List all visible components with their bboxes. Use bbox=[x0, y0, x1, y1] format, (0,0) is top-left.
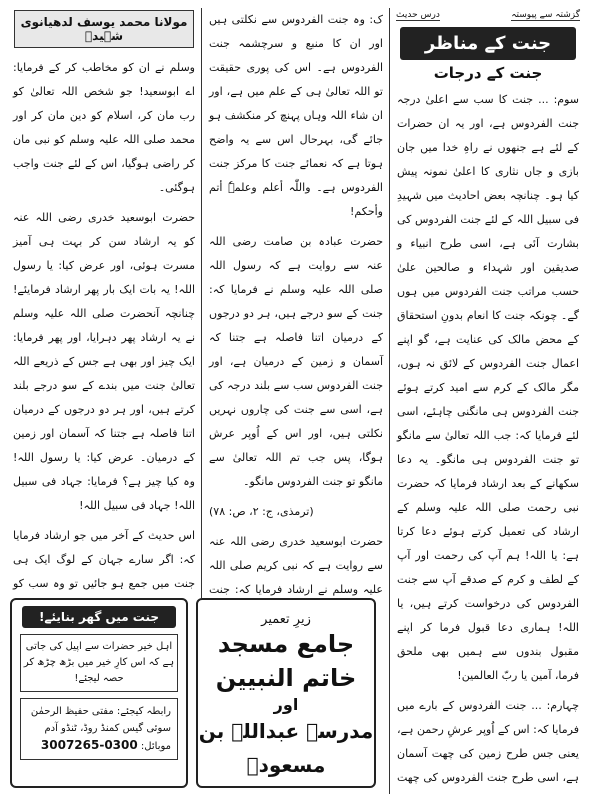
ad-contact bbox=[20, 698, 178, 760]
column-divider bbox=[201, 8, 202, 598]
column-left bbox=[10, 8, 198, 598]
under-construction-label: زیرِ تعمیر bbox=[261, 612, 311, 627]
citation: (ترمذی، ج: ۲، ص: ۷۸) bbox=[209, 505, 314, 518]
paragraph: ک: وہ جنت الفردوس سے نکلتی ہیں اور ان کا منبع و سرچشمہ جنت الفردوس ہے۔ اس کی پوری حقیقت تو اللہ تعالیٰ ہی کے علم میں ہے، اور ان شاء اللہ وہاں پہنچ کر منکشف ہو جائے گی، بہرحال اس سے یہ واضح ہوتا ہے کہ نعمائے جنت کا مرکز جنت الفردوس ہے۔ واللّٰہ أعلم وعلمہٗ أتم وأحکم! bbox=[209, 13, 383, 218]
conjunction: اور bbox=[273, 695, 299, 714]
column-middle bbox=[206, 8, 386, 598]
continued-label: گزشتہ سے پیوستہ bbox=[511, 10, 580, 20]
mosque-construction-ad bbox=[196, 598, 376, 788]
mobile-label: موبائل: bbox=[140, 741, 171, 752]
column-divider bbox=[389, 8, 390, 794]
paragraph: حضرت ابوسعید خدری رضی اللہ عنہ کو یہ ارشاد سن کر بہت ہی آمیز مسرت ہوئی، اور عرض کیا: یا رسول اللہ! یہ بات ایک بار پھر ارشاد فرمایئے! چنانچہ آنحضرت صلی اللہ علیہ وسلم نے یہ ارشاد پھر دہرایا، اور پھر فرمایا: ایک چیز اور بھی ہے جس کے ذریعے اللہ تعالیٰ جنت میں بندے کے سو درجے بلند کرتے ہیں، اور ہر دو درجوں کے درمیان اتنا فاصلہ ہے جتنا کہ آسمان اور زمین کے درمیان۔ عرض کیا: یا رسول اللہ! وہ کیا چیز ہے؟ فرمایا: جہاد فی سبیل اللہ! جہاد فی سبیل اللہ! bbox=[13, 211, 195, 512]
paragraph: حضرت عبادہ بن صامت رضی اللہ عنہ سے روایت ہے کہ رسول اللہ صلی اللہ علیہ وسلم نے فرمایا کہ: جنت کے سو درجے ہیں، ہر دو درجوں کے درمیان اتنا فاصلہ ہے جتنا کہ آسمان و زمین کے درمیان ہے، اور جنت الفردوس سب سے بلند درجہ کی ہے، اسی سے جنت کی چاروں نہریں نکلتی ہیں، اور اس کے اُوپر عرش ہوگا، پس جب تم اللہ تعالیٰ سے مانگو تو جنت الفردوس مانگو۔ bbox=[209, 235, 383, 488]
author-byline: مولانا محمد یوسف لدھیانوی شہیدؒ bbox=[14, 10, 194, 48]
paragraph: اس حدیث کے آخر میں جو ارشاد فرمایا کہ: اگر سارے جہان کے لوگ ایک ہی جنت میں جمع ہو جائیں تو وہ سب کو bbox=[13, 529, 195, 590]
paragraph: چہارم: ... جنت الفردوس کے بارے میں فرمایا کہ: اس کے اُوپر عرشِ رحمن ہے، یعنی جس طرح زمین کی چھت آسمان ہے، اسی طرح جنت الفردوس کی چھت bbox=[397, 699, 579, 784]
donation-appeal-ad bbox=[10, 598, 188, 788]
contact-address: سوئی گیس کمنڈ روڈ، ٹنڈو آدم bbox=[44, 723, 171, 734]
phone-number: 0300-3007265 bbox=[40, 738, 138, 752]
section-label: درس حدیث bbox=[396, 10, 440, 20]
contact-person: رابطہ کیجئے: مفتی حفیظ الرحمٰن bbox=[30, 706, 171, 717]
ad-heading: جنت میں گھر بنایئے! bbox=[22, 606, 176, 628]
paragraph: سوم: ... جنت کا سب سے اعلیٰ درجہ جنت الفردوس ہے، اور یہ ان حضرات کے لئے ہے جنھوں نے راہِ خدا میں جان بازی و جاں نثاری کا اعلیٰ نمونہ پیش کیا ہو۔ چنانچہ بعض احادیث میں شہیدِ فی سبیل اللہ کے لئے جنت الفردوس کی بشارت آئی ہے، اسی طرح انبیاء و صدیقین اور شہداء و صالحین علیٰ حسب مراتب جنت الفردوس میں ہوں گے۔ چونکہ جنت کا انعام بدونِ استحقاق کے محض مالک کی عنایت ہے، گو اپنے اعمال جنت الفردوس کے لائق نہ ہوں، مگر مالک کے کرم سے امید کرتے ہوئے جنت الفردوس ہی مانگنی چاہئے، اسی لئے فرمایا کہ: جب اللہ تعالیٰ سے مانگو تو جنت الفردوس ہی مانگو۔ یہ دعا سکھانے کے بعد ارشاد فرمایا کہ حضرت نبی رحمت صلی اللہ علیہ وسلم کے ارشاد کی تعمیل کرتے ہوئے دعا کرتا ہے: یا اللہ! ہم آپ کی رحمت اور آپ کے لطف و کرم کے صدقے آپ سے جنت الفردوس کی درخواست کرتے ہیں، یا اللہ! ہماری دعا قبول فرما کر اپنے مقبول بندوں سے ہمیں بھی ملحق فرما، آمین یا ربّ العالمین! bbox=[397, 93, 579, 682]
ad-appeal-text: اہل خیر حضرات سے اپیل کی جاتی ہے کہ اس کارِ خیر میں بڑھ چڑھ کر حصہ لیجئے! bbox=[20, 634, 178, 692]
article-subtitle: جنت کے درجات bbox=[433, 64, 543, 82]
column-header bbox=[394, 8, 582, 21]
paragraph: وسلم نے ان کو مخاطب کر کے فرمایا: اے ابوسعید! جو شخص اللہ تعالیٰ کو رب مان کر، اسلام کو دین مان کر اور محمد صلی اللہ علیہ وسلم کو نبی مان کر راضی ہوگیا، اس کے لئے جنت واجب ہوگئی۔ bbox=[13, 61, 195, 194]
paragraph: حضرت ابوسعید خدری رضی اللہ عنہ سے روایت ہے کہ نبی کریم صلی اللہ علیہ وسلم نے ارشاد فرمایا کہ: جنت bbox=[209, 535, 383, 596]
madrasa-name: مدرسہ عبداللہ بن مسعودؓ bbox=[198, 719, 374, 777]
article-title: جنت کے مناظر bbox=[400, 27, 576, 60]
column-right bbox=[394, 8, 582, 794]
mosque-name: جامع مسجد خاتم النبیین bbox=[215, 630, 357, 692]
